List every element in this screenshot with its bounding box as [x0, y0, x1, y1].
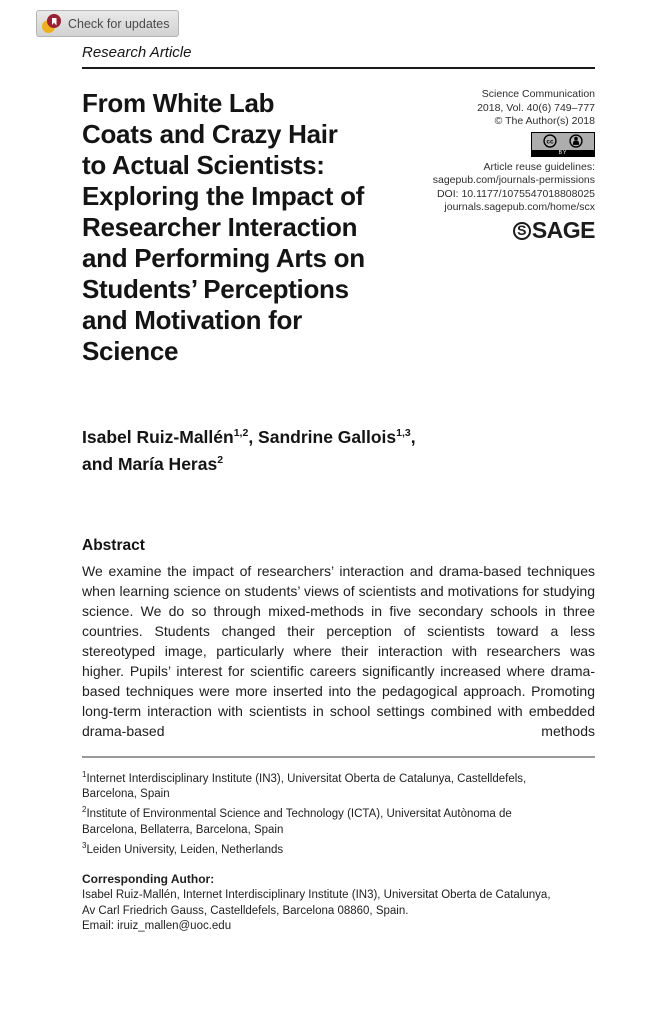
footnote-text: Barcelona, Spain — [82, 787, 170, 800]
footnote-marker: 1 — [82, 769, 87, 779]
footnote-marker: 2 — [82, 805, 87, 815]
author-affiliation-marker: 1,2 — [233, 427, 249, 439]
footnote-text: Barcelona, Bellaterra, Barcelona, Spain — [82, 823, 284, 836]
header-rule — [82, 67, 595, 69]
author-name: Isabel Ruiz-Mallén — [82, 426, 234, 447]
footnote — [82, 802, 595, 822]
author-name: Sandrine Gallois — [258, 426, 397, 447]
title-line: Researcher Interaction — [82, 212, 358, 242]
title-line: Students’ Perceptions — [82, 274, 349, 304]
affiliation-divider-rule — [82, 756, 595, 758]
section-label: Research Article — [82, 44, 192, 61]
journal-issue: 2018, Vol. 40(6) 749–777 — [477, 101, 595, 114]
cc-badge-icons — [532, 133, 594, 150]
title-line: and Performing Arts on — [82, 243, 365, 273]
corresponding-author-email[interactable]: Email: iruiz_mallen@uoc.edu — [82, 920, 232, 933]
author-byline — [82, 422, 595, 476]
cc-icon — [543, 134, 557, 148]
author-name: and María Heras — [82, 453, 218, 474]
cc-license-type-label: BY — [532, 150, 594, 156]
journal-copyright: © The Author(s) 2018 — [494, 115, 595, 127]
footnote — [82, 838, 595, 858]
sage-logo-s-circle: S — [513, 222, 531, 240]
sage-logo-wordmark: SAGE — [531, 216, 595, 243]
corresponding-author-line: Av Carl Friedrich Gauss, Castelldefels, Barcelona 08860, Spain. — [82, 904, 409, 917]
author-affiliation-marker: 2 — [217, 453, 224, 466]
title-line: From White Lab — [82, 88, 275, 118]
crossmark-label: Check for updates — [68, 16, 170, 31]
footnote-text: Leiden University, Leiden, Netherlands — [86, 844, 284, 857]
svg-text:cc: cc — [546, 138, 554, 146]
footnote-marker: 3 — [82, 841, 87, 851]
abstract-text: We examine the impact of researchers’ interaction and drama-based techniques when learning science on students’ views of scientists and motivations for studying science. We do so through mixed-methods in five secondary schools in three countries. Students changed their perception of scientists toward a less stereotyped image, particularly where their interaction with researchers was higher. Pupils’ interest for scientific careers significantly increased where drama-based techniques were more inserted into the pedagogical approach. Promoting long-term interaction with scientists in school settings combined with embedded drama-based methods — [82, 562, 595, 739]
affiliation-footnotes — [82, 767, 595, 859]
cc-by-license-badge[interactable] — [531, 132, 595, 157]
footnote-text: Institute of Environmental Science and Technology (ICTA), Universitat Autònoma de — [86, 808, 512, 821]
journal-home-link[interactable]: journals.sagepub.com/home/scx — [444, 201, 595, 213]
crossmark-check-updates-button[interactable] — [36, 10, 179, 37]
abstract-heading: Abstract — [82, 536, 145, 554]
sage-logo — [412, 216, 595, 243]
author-affiliation-marker: 1,3 — [396, 427, 411, 439]
title-line: Science — [82, 336, 179, 366]
permissions-link[interactable]: sagepub.com/journals-permissions — [432, 174, 595, 186]
article-title — [82, 88, 412, 367]
reuse-guidelines-label: Article reuse guidelines: — [483, 160, 595, 173]
author-separator: , — [248, 426, 259, 447]
title-line: Exploring the Impact of — [82, 181, 365, 211]
crossmark-icon — [42, 14, 61, 33]
corresponding-author-block — [82, 872, 595, 935]
title-line: Coats and Crazy Hair — [82, 119, 338, 149]
cc-attribution-person-icon — [569, 134, 583, 148]
corresponding-author-heading: Corresponding Author: — [82, 871, 215, 886]
corresponding-author-line: Isabel Ruiz-Mallén, Internet Interdisciplinary Institute (IN3), Universitat Oberta de Catalunya, — [82, 889, 551, 902]
footnote-text: Internet Interdisciplinary Institute (IN3), Universitat Oberta de Catalunya, Castelldefels, — [86, 772, 527, 785]
title-line: and Motivation for — [82, 305, 302, 335]
author-separator: , — [410, 426, 416, 447]
title-row — [82, 88, 595, 367]
footnote — [82, 767, 595, 787]
journal-name: Science Communication — [481, 88, 595, 100]
doi: DOI: 10.1177/1075547018808025 — [436, 187, 595, 200]
journal-info-block — [412, 88, 595, 367]
title-line: to Actual Scientists: — [82, 150, 325, 180]
